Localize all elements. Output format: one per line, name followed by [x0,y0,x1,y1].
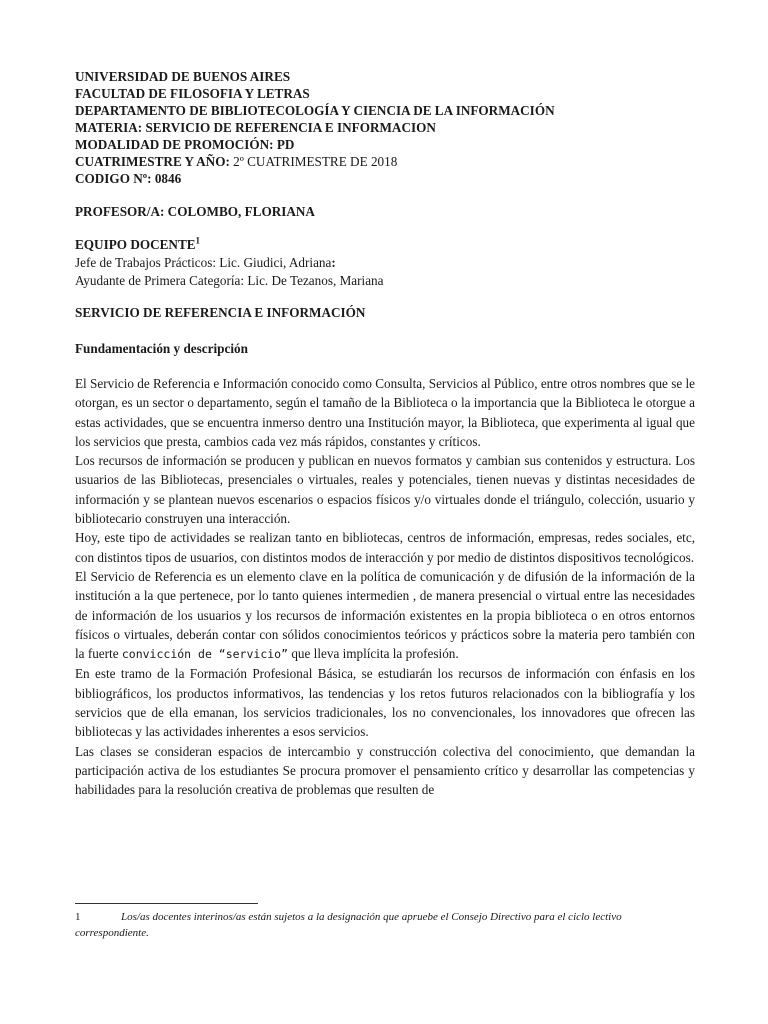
paragraph-4-highlight: convicción de “servicio” [121,647,289,662]
paragraph-3: Hoy, este tipo de actividades se realizan tanto en bibliotecas, centros de información, empresas, redes sociales, etc, con distintos tipos de usuarios, con distintos modos de interacción y por medio de distintos dispositivos tecnológicos. [75,530,695,565]
ayudante-line: Ayudante de Primera Categoría: Lic. De Tezanos, Mariana [75,273,384,288]
jtp-text: Jefe de Trabajos Prácticos: Lic. Giudici, Adriana [75,255,332,270]
teaching-team-label: EQUIPO DOCENTE [75,237,196,252]
paragraph-4-start: El Servicio de Referencia es un elemento clave en la política de comunicación y de difusión de la información de la institución a la que pertenece, por lo tanto quienes intermedien , de manera presencial o virtual entre las necesidades de información de los usuarios y los recursos de información existentes en la propia biblioteca o en otros entornos físicos o virtuales, deberán contar con sólidos conocimientos teóricos y prácticos sobre la materia pero también con la fuerte [75,568,695,662]
body-text [75,374,695,800]
paragraph-5: En este tramo de la Formación Profesional Básica, se estudiarán los recursos de información con énfasis en los bibliográficos, los productos informativos, las tendencias y los retos futuros relacionados con la bibliografía y los servicios que de ella emanan, los servicios tradicionales, los no convencionales, los innovadores que ofrecen las bibliotecas y las actividades inherentes a esos servicios. [75,666,695,740]
professor-line: PROFESOR/A: COLOMBO, FLORIANA [75,204,315,219]
subject-name: MATERIA: SERVICIO DE REFERENCIA E INFORMACION [75,120,436,135]
term-line [75,153,695,170]
document-header [75,68,695,187]
footnote-text: Los/as docentes interinos/as están sujetos a la designación que apruebe el Consejo Directivo para el ciclo lectivo correspondiente. [75,911,622,939]
promotion-modality: MODALIDAD DE PROMOCIÓN: PD [75,137,295,152]
footnote-divider [75,903,258,904]
jtp-colon: : [331,255,336,270]
teaching-team-title [75,236,695,254]
paragraph-6: Las clases se consideran espacios de intercambio y construcción colectiva del conocimiento, que demandan la participación activa de los estudiantes Se procura promover el pensamiento crítico y desarrollar las competencias y habilidades para la resolución creativa de problemas que resulten de [75,743,695,798]
faculty-name: FACULTAD DE FILOSOFIA Y LETRAS [75,86,310,101]
paragraph-4-end: que lleva implícita la profesión. [288,646,459,662]
term-value: 2º CUATRIMESTRE DE 2018 [229,154,398,169]
jtp-line [75,254,695,272]
section-title: SERVICIO DE REFERENCIA E INFORMACIÓN [75,305,366,320]
university-name: UNIVERSIDAD DE BUENOS AIRES [75,69,291,84]
paragraph-1: El Servicio de Referencia e Información conocido como Consulta, Servicios al Público, entre otros nombres que se le otorgan, es un sector o departamento, según el tamaño de la Biblioteca o la importancia que la Biblioteca le otorgue a estas actividades, que se encuentra inmerso dentro una Institución mayor, la Biblioteca, que experimenta al igual que los servicios que presta, cambios cada vez más rápidos, constantes y críticos. [75,376,695,449]
paragraph-4 [75,567,695,664]
department-name: DEPARTAMENTO DE BIBLIOTECOLOGÍA Y CIENCIA DE LA INFORMACIÓN [75,103,555,118]
teaching-team [75,236,695,290]
footnote-number: 1 [75,911,81,923]
footnote-reference: 1 [195,235,201,246]
course-code: CODIGO Nº: 0846 [75,171,182,186]
footnote [75,909,695,941]
term-label: CUATRIMESTRE Y AÑO: [75,154,230,169]
paragraph-2: Los recursos de información se producen y publican en nuevos formatos y cambian sus contenidos y estructura. Los usuarios de las Bibliotecas, presenciales o virtuales, reales y potenciales, tienen nuevas y distintas necesidades de información y se plantean nuevos escenarios o espacios físicos y/o virtuales donde el triángulo, colección, usuario y bibliotecario construyen una interacción. [75,453,695,527]
subsection-title: Fundamentación y descripción [75,341,248,356]
